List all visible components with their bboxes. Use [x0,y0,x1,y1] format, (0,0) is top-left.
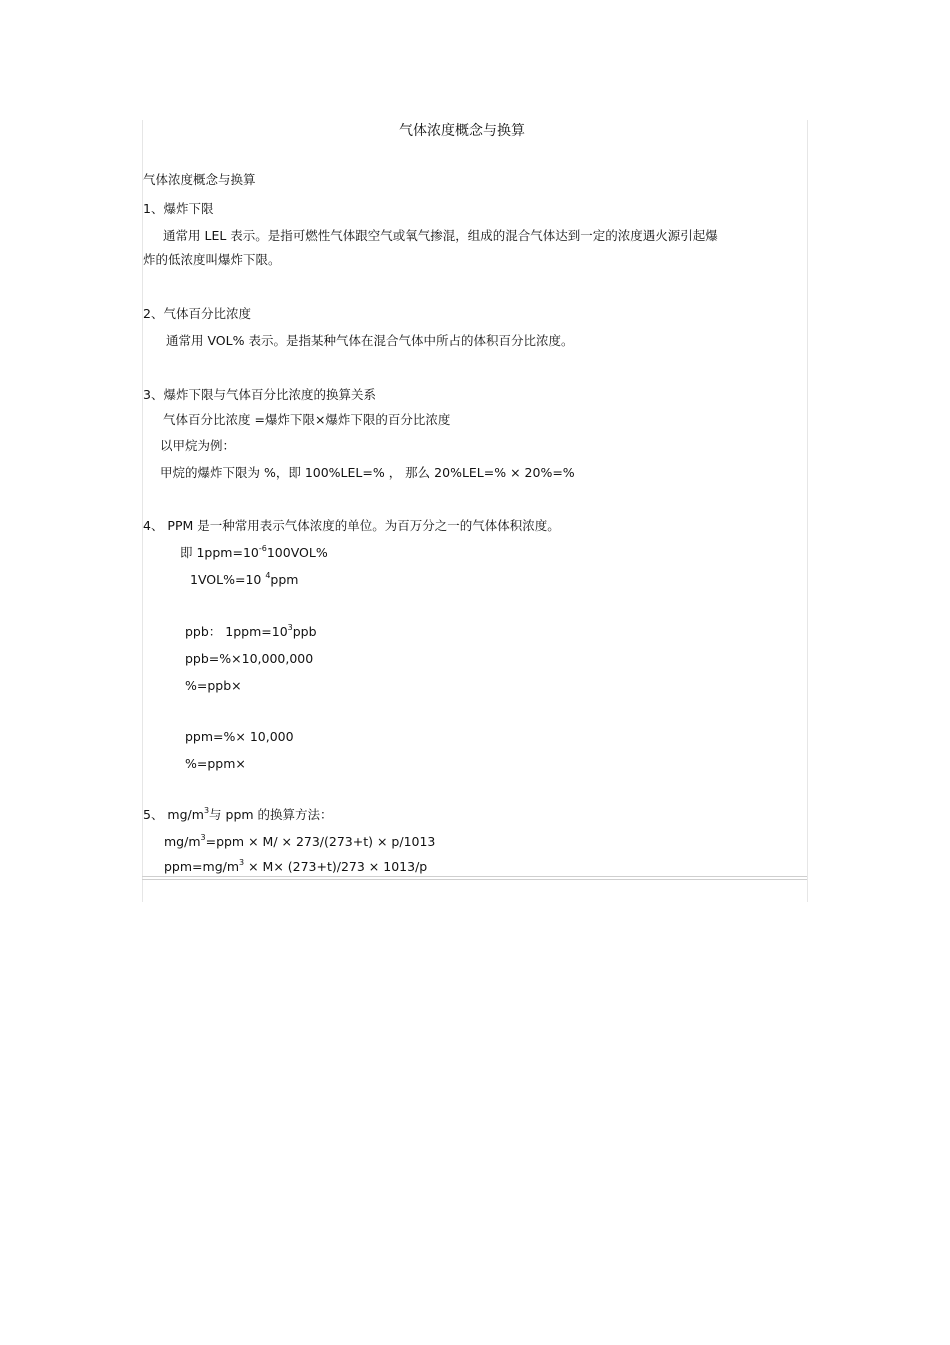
section-3-example: 甲烷的爆炸下限为 %，即 100%LEL=% ， 那么 20%LEL=% × 20%=% [160,465,575,480]
section-3-example-label: 以甲烷为例： [160,438,236,453]
section-3-heading: 3、爆炸下限与气体百分比浓度的换算关系 [143,387,376,402]
bottom-rule [142,876,807,877]
section-2-body: 通常用 VOL% 表示。是指某种气体在混合气体中所占的体积百分比浓度。 [166,333,574,348]
ppb-equation-2: ppb=%×10,000,000 [185,651,314,666]
section-3-formula: 气体百分比浓度 =爆炸下限×爆炸下限的百分比浓度 [163,412,451,427]
ppb-equation-1: ppb： $1ppm=10^3ppb$ [185,623,317,639]
section-5-formula-1: $mg/m^3=ppm \times M/ \times 273/(273+t) \times p/1013$ [164,833,436,849]
bottom-rule-2 [142,879,807,880]
ppm-conversion-2: %=ppm× [185,756,246,771]
document-subtitle: 气体浓度概念与换算 [143,172,256,187]
section-1-body-line1: 通常用 LEL 表示。是指可燃性气体跟空气或氧气掺混，组成的混合气体达到一定的浓度遇火源引起爆 [163,228,718,243]
document-title: 气体浓度概念与换算 [399,123,525,139]
ppm-conversion-1: ppm=%× 10,000 [185,729,294,744]
section-4-heading: 4、 PPM 是一种常用表示气体浓度的单位。为百万分之一的气体体积浓度。 [143,518,560,533]
section-1-heading: 1、爆炸下限 [143,201,214,216]
ppm-equation-1: 即 $1ppm=10^{-6}100VOL\%$ [180,544,328,560]
section-5-heading: 5、 $mg/m^3$与 ppm 的换算方法： [143,806,333,822]
section-5-formula-2: $ppm=mg/m^3 \times M\times (273+t)/273 \times 1013/p$ [164,858,428,874]
ppb-equation-3: %=ppb× [185,678,242,693]
section-1-body-line2: 炸的低浓度叫爆炸下限。 [143,252,281,267]
section-2-heading: 2、气体百分比浓度 [143,306,251,321]
ppm-equation-2: 1VOL%=10 $^4$ppm [190,571,299,587]
